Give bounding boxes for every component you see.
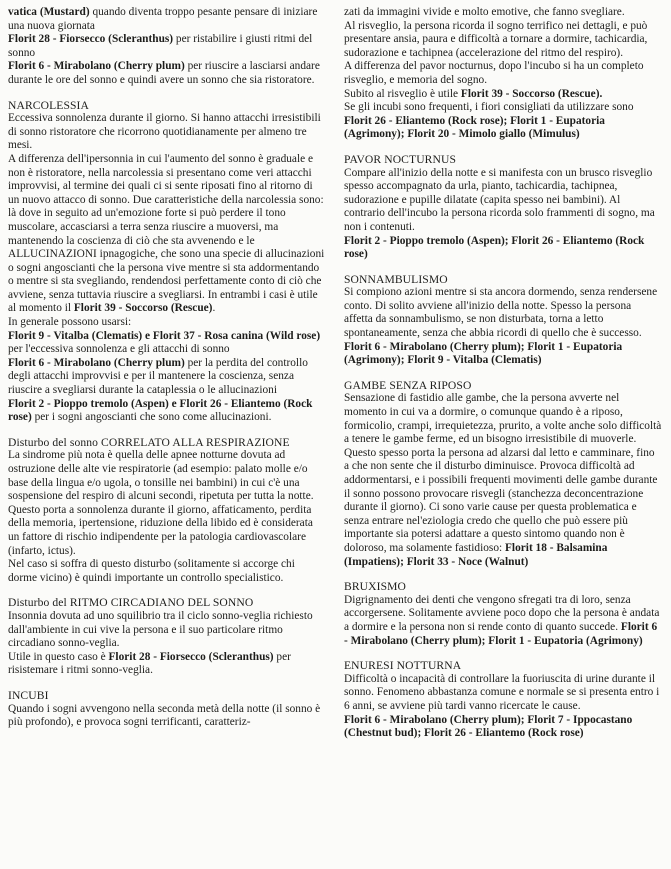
remedy-name: Florit 28 - Fiorsecco (Scleranthus) [108,650,274,663]
remedy-name: Florit 28 - Fiorsecco (Scleranthus) [8,33,174,46]
intro-paragraph-mustard [8,6,326,33]
section-title-narcolessia: NARCOLESSIA [8,98,89,112]
sonnambulismo-paragraph-1: Si compiono azioni mentre si sta ancora dormendo, senza rendersene conto. Di solito avviene all'inizio della notte. Spesso la persona affetta da sonnambulismo, se non disturbata, torna a letto spontaneamente, senza che abbia ricordi di quello che è successo. [344,286,658,340]
right-column [344,6,662,741]
two-column-layout [8,6,661,741]
respirazione-paragraph-2: Nel caso si soffra di questo disturbo (solitamente si accorge chi dorme vicino) è quindi importante un controllo specialistico. [8,558,295,584]
remedy-name: Florit 26 - Eliantemo (Rock rose); Florit 1 - Eupatoria (Agrimony); Florit 20 - Mimolo giallo (Mimulus) [344,114,605,141]
narcolessia-paragraph-1: Eccessiva sonnolenza durante il giorno. Si hanno attacchi irresistibili di sonno ristoratore che ricorrono quotidianamente per almeno tre mesi. [8,112,321,152]
remedy-name: Florit 39 - Soccorso (Rescue). [460,87,603,100]
narcolessia-remedy-2 [8,357,326,398]
gambe-text: Sensazione di fastidio alle gambe, che la persona avverte nel momento in cui va a dormire, o comunque quando è a riposo, formicolio, crampi, irrequietezza, prurito, a volte anche solo difficoltà a tenere le gambe ferme, ed un bisogno irresistibile di muoverle. Questo spesso porta la persona ad alzarsi dal letto e camminare, fino a che non sente che il disturbo diminuisce. Provoca difficoltà ad addormentarsi, e i possibili frequenti movimenti delle gambe durante il sonno possono provocare risvegli (stanchezza deconcentrazione durante il giorno). Ci sono varie cause per questa problematica e senza entrare nel'eziologia credo che quello che può essere più importante sia potersi adattare a questo sintomo quando non è doloroso, ma solamente fastidioso: [344,392,662,554]
remedy-name: Florit 6 - Mirabolano (Cherry plum) [8,356,185,369]
narcolessia-paragraph-3: In generale possono usarsi: [8,316,132,329]
section-title-respirazione: Disturbo del sonno CORRELATO ALLA RESPIRAZIONE [8,435,290,449]
intro-paragraph-scleranthus [8,33,326,60]
section-title-sonnambulismo: SONNAMBULISMO [344,272,448,286]
narcolessia-paragraph-2 [8,153,326,316]
incubi-text: Subito al risveglio è utile [344,87,461,100]
enuresi-paragraph-1: Difficoltà o incapacità di controllare la fuoriuscita di urine durante il sonno. Fenomeno abbastanza comune e normale se si presenta entro i 6 anni, se avviene più tardi vanno ricercate le cause. [344,672,660,712]
incubi-continued-2: Al risveglio, la persona ricorda il sogno terrifico nei dettagli, e può presentare ansia, paura e difficoltà a tornare a dormire, tachicardia, sudorazione e tachipnea (accelerazione del ritmo del respiro). [344,19,648,59]
sonnambulismo-remedies [344,341,662,368]
section-title-circadiano: Disturbo del RITMO CIRCADIANO DEL SONNO [8,596,254,610]
remedy-name: vatica (Mustard) [8,6,90,18]
remedy-name: Florit 6 - Mirabolano (Cherry plum); Florit 7 - Ippocastano (Chestnut bud); Florit 26 - Eliantemo (Rock rose) [344,713,633,740]
remedy-name: Florit 39 - Soccorso (Rescue) [73,302,213,315]
remedy-text: per la perdita del controllo degli attacchi improvvisi e per il mantenere la coscienza, senza riuscire a svegliarsi durante la cataplessia o le allucinazioni [8,356,308,397]
pavor-paragraph-1: Compare all'inizio della notte e si manifesta con un brusco risveglio spesso accompagnato da urla, pianto, tachicardia, tachipnea, sudorazione e pupille dilatate (capita spesso nei bambini). Al contrario dell'incubo la persona ricorda solo frammenti di sogno, ma non i contenuti. [344,166,655,233]
pavor-remedies [344,235,662,262]
section-title-gambe: GAMBE SENZA RIPOSO [344,378,472,392]
section-title-incubi: INCUBI [8,688,49,702]
remedy-name: Florit 6 - Mirabolano (Cherry plum); Florit 1 - Eupatoria (Agrimony) [344,620,658,647]
remedy-text: quando diventa troppo pesante pensare di iniziare una nuova giornata [8,6,318,32]
remedy-name: Florit 2 - Pioppo tremolo (Aspen); Florit 26 - Eliantemo (Rock rose) [344,234,645,261]
circadiano-paragraph-2 [8,651,326,678]
remedy-text: per risistemare i ritmi sonno-veglia. [8,650,291,677]
bruxismo-paragraph-1 [344,594,662,648]
narcolessia-remedy-3 [8,398,326,425]
remedy-name: Florit 6 - Mirabolano (Cherry plum) [8,60,185,73]
section-title-pavor: PAVOR NOCTURNUS [344,152,456,166]
left-column [8,6,326,741]
bruxismo-text: Digrignamento dei denti che vengono sfregati tra di loro, senza accorgersene. Solitamente avviene poco dopo che la persona è andata a dormire e la persona non si rende conto di quanto succede. [344,593,660,633]
remedy-text: per ristabilire i giusti ritmi del sonno [8,33,313,59]
remedy-name: Florit 18 - Balsamina (Impatiens); Florit 33 - Noce (Walnut) [344,541,608,568]
remedy-text: per riuscire a lasciarsi andare durante le ore del sonno e quindi avere un sonno che sia ristoratore. [8,60,320,86]
incubi-continued-3: A differenza del pavor nocturnus, dopo l'incubo si ha un completo risveglio, e memoria del sogno. [344,60,644,86]
punctuation: . [212,302,216,315]
incubi-continued-5 [344,101,662,142]
section-title-bruxismo: BRUXISMO [344,580,407,594]
enuresi-remedies [344,714,662,741]
remedy-name: Florit 6 - Mirabolano (Cherry plum); Florit 1 - Eupatoria (Agrimony); Florit 9 - Vitalba (Clematis) [344,340,623,367]
incubi-continued-4 [344,88,662,102]
incubi-text: Se gli incubi sono frequenti, i fiori consigliati da utilizzare sono [344,101,634,114]
incubi-continued-1: zati da immagini vivide e molto emotive, che fanno svegliare. [344,6,625,18]
remedy-name: Florit 9 - Vitalba (Clematis) e Florit 37 - Rosa canina (Wild rose) [8,329,321,342]
remedy-text: per i sogni angoscianti che sono come allucinazioni. [31,411,272,424]
narcolessia-remedy-1 [8,330,326,357]
remedy-name: Florit 2 - Pioppo tremolo (Aspen) e Florit 26 - Eliantemo (Rock rose) [8,397,313,424]
respirazione-paragraph-1: La sindrome più nota è quella delle apnee notturne dovuta ad ostruzione delle alte vie respiratorie (ad esempio: palato molle e/o base della lingua e/o ugola, o tonsille nei bambini) in cui c'è una sospensione del respiro di alcuni secondi, ripetuta per tutta la notte. Questo porta a sonnolenza durante il giorno, affaticamento, perdita della memoria, ipertensione, riduzione della libido ed è considerata un fattore di rischio indipendente per la patologia cardiovascolare (infarto, ictus). [8,449,314,557]
section-title-enuresi: ENURESI NOTTURNA [344,659,462,673]
intro-paragraph-cherry-plum [8,60,326,87]
remedy-text: per l'eccessiva sonnolenza e gli attacchi di sonno [8,343,230,356]
incubi-paragraph-1: Quando i sogni avvengono nella seconda metà della notte (il sonno è più profondo), e provoca sogni terrificanti, caratteriz- [8,702,321,729]
gambe-paragraph-1 [344,392,662,569]
circadiano-text: Utile in questo caso è [8,650,109,663]
circadiano-paragraph-1: Insonnia dovuta ad uno squilibrio tra il ciclo sonno-veglia richiesto dall'ambiente in cui vive la persona e il suo particolare ritmo circadiano sonno-veglia. [8,609,313,650]
narcolessia-text: A differenza dell'ipersonnia in cui l'aumento del sonno è graduale e non è ristoratore, nella narcolessia si presentano come veri attacchi improvvisi, al termine dei quali ci si sente riposati fino al ritorno di un nuovo attacco di sonno. Due caratteristiche della narcolessia sono: là dove in seguito ad un'emozione forte si può perdere il tono muscolare, accasciarsi a terra senza riuscire a muoversi, ma mantenendo la coscienza di ciò che sta avvenendo e le ALLUCINAZIONI ipnagogiche, che sono una specie di allucinazioni o sogni angoscianti che la persona vive mentre si sta addormentando o mentre si sta svegliando, rendendosi perfettamente conto di ciò che avviene, senza tuttavia riuscire a svegliarsi. In entrambi i casi è utile al momento il [8,152,325,315]
